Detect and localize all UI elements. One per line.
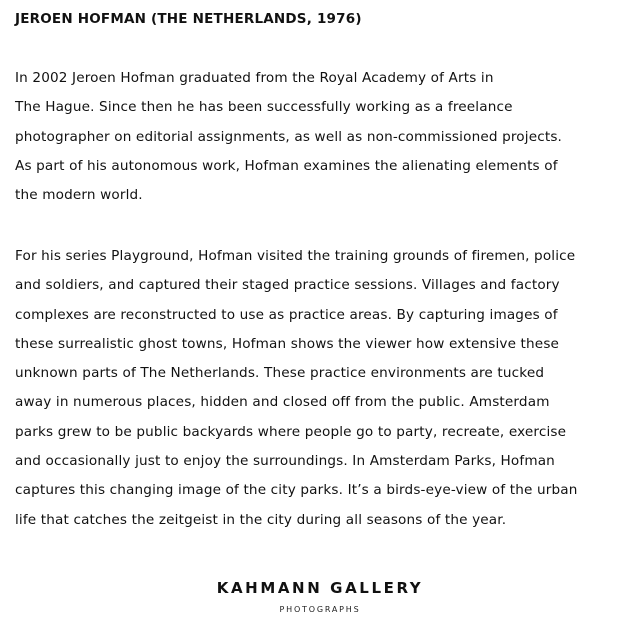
paragraph-line: these surrealistic ghost towns, Hofman shows the viewer how extensive these [15, 335, 560, 352]
paragraph-line: parks grew to be public backyards where people go to party, recreate, exercise [15, 423, 567, 440]
gallery-logo-subtitle: PHOTOGRAPHS [279, 605, 361, 614]
paragraph-line: In 2002 Jeroen Hofman graduated from the Royal Academy of Arts in [15, 70, 494, 86]
paragraph-line: The Hague. Since then he has been successfully working as a freelance [15, 99, 513, 116]
paragraph-line: life that catches the zeitgeist in the city during all seasons of the year. [15, 511, 507, 528]
gallery-logo-name: KAHMANN GALLERY [216, 579, 424, 597]
paragraph-line: For his series Playground, Hofman visited the training grounds of firemen, police [15, 248, 576, 264]
paragraph-line: photographer on editorial assignments, as well as non-commissioned projects. [15, 128, 563, 145]
paragraph-line: complexes are reconstructed to use as practice areas. By capturing images of [15, 306, 558, 323]
paragraph-line: and soldiers, and captured their staged practice sessions. Villages and factory [15, 277, 560, 294]
paragraph-line: and occasionally just to enjoy the surroundings. In Amsterdam Parks, Hofman [15, 453, 555, 470]
bio-paragraph [15, 64, 627, 210]
artist-heading: JEROEN HOFMAN (THE NETHERLANDS, 1976) [15, 11, 362, 27]
paragraph-line: the modern world. [15, 187, 143, 204]
series-paragraph [15, 242, 627, 535]
paragraph-line: unknown parts of The Netherlands. These practice environments are tucked [15, 365, 545, 382]
paragraph-line: As part of his autonomous work, Hofman examines the alienating elements of [15, 157, 558, 174]
paragraph-line: captures this changing image of the city parks. It’s a birds-eye-view of the urban [15, 482, 578, 499]
paragraph-line: away in numerous places, hidden and closed off from the public. Amsterdam [15, 394, 550, 411]
